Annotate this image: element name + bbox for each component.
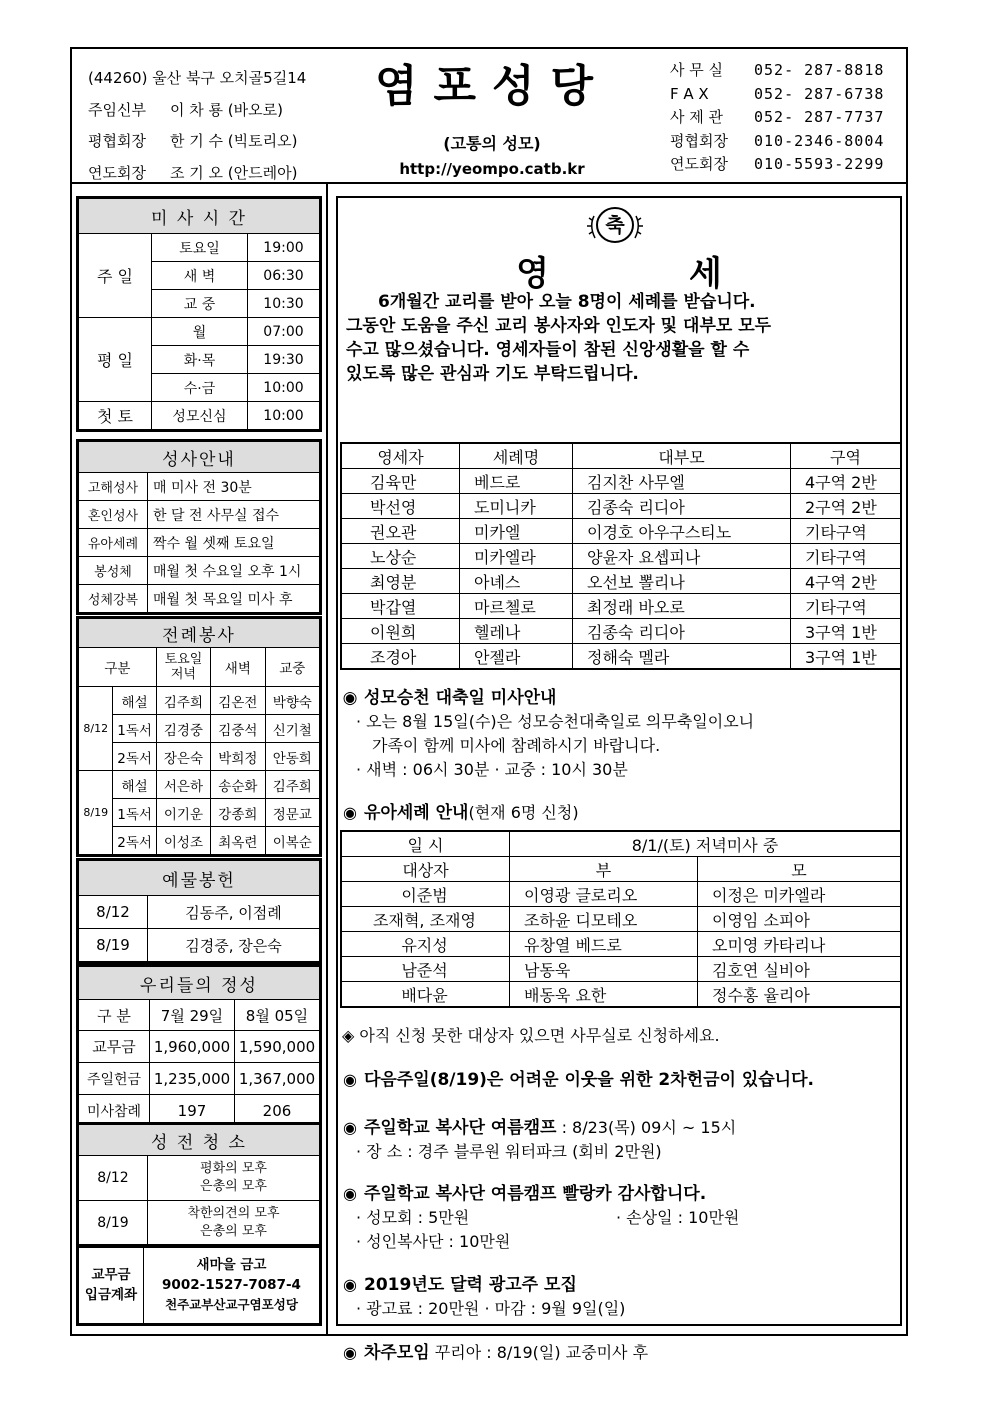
mass-group-first-sat: 첫 토 xyxy=(79,402,152,430)
infant-row xyxy=(341,907,901,932)
baptism-cell: 김육만 xyxy=(341,469,460,494)
contact-council: 평협회장 010-2346-8004 xyxy=(670,131,885,150)
bulletin-page xyxy=(70,47,908,1363)
liturgy-cell: 1독서 xyxy=(113,715,156,743)
liturgy-cell: 1독서 xyxy=(113,799,156,827)
column-divider xyxy=(326,182,328,1336)
baptism-header: 영세자 xyxy=(341,443,460,469)
liturgy-cell: 이복순 xyxy=(265,827,319,855)
liturgy-cell: 해설 xyxy=(113,687,156,715)
sacrament-label: 고해성사 xyxy=(79,473,148,501)
baptism-cell: 이경호 아우구스티노 xyxy=(573,519,791,544)
baptism-cell: 아녜스 xyxy=(460,569,573,594)
person-priest: 주임신부 이 차 룡 (바오로) xyxy=(88,100,283,119)
liturgy-header: 구분 xyxy=(79,648,157,687)
baptism-cell: 이원희 xyxy=(341,619,460,644)
liturgy-table xyxy=(78,618,320,855)
baptism-line: 있도록 많은 관심과 기도 부탁드립니다. xyxy=(346,364,639,384)
account-box xyxy=(76,1244,322,1326)
baptism-row xyxy=(341,469,901,494)
sacrament-value: 매 미사 전 30분 xyxy=(148,473,320,501)
cleaning-table xyxy=(78,1124,320,1246)
person-council: 평협회장 한 기 수 (빅토리오) xyxy=(88,132,298,150)
infant-cell: 남준석 xyxy=(341,957,510,982)
infant-row xyxy=(341,982,901,1008)
cleaning-groups xyxy=(148,1201,320,1246)
cleaning-group: 착한의견의 모후 xyxy=(187,1206,280,1221)
sacrament-value: 짝수 월 셋째 토요일 xyxy=(148,529,320,557)
infant-cell: 조하윤 디모테오 xyxy=(510,907,698,932)
mass-cell: 10:00 xyxy=(247,374,319,402)
sacrament-value: 매월 첫 목요일 미사 후 xyxy=(148,585,320,613)
bullet-icon: ◉ xyxy=(342,688,358,708)
baptism-line: 그동안 도움을 주신 교리 봉사자와 인도자 및 대부모 모두 xyxy=(346,316,772,336)
offering-value: 1,235,000 xyxy=(150,1063,235,1095)
baptism-cell: 4구역 2반 xyxy=(791,469,902,494)
infant-heading: ◉ 유아세례 안내(현재 6명 신청) xyxy=(343,803,579,823)
liturgy-cell: 송순화 xyxy=(211,771,265,799)
bullet-icon: ◉ xyxy=(343,1118,357,1137)
account-info xyxy=(144,1247,320,1324)
baptism-cell: 최영분 xyxy=(341,569,460,594)
infant-cell: 남동욱 xyxy=(510,957,698,982)
offering-table xyxy=(78,966,320,1127)
calendar-section: ◉ 2019년도 달력 광고주 모집 · 광고료 : 20만원 · 마감 : 9월 9일(일) xyxy=(342,1273,625,1321)
sacrament-label: 성체강복 xyxy=(79,585,148,613)
liturgy-cell: 서은하 xyxy=(156,771,210,799)
thanks-line: · 성인복사단 : 10만원 xyxy=(356,1232,511,1251)
baptism-line: 6개월간 교리를 받아 오늘 8명이 세례를 받습니다. xyxy=(378,292,756,312)
baptism-row xyxy=(341,494,901,519)
liturgy-cell: 강종희 xyxy=(211,799,265,827)
mass-cell: 10:30 xyxy=(247,290,319,318)
baptism-cell: 2구역 2반 xyxy=(791,494,902,519)
liturgy-cell: 장은숙 xyxy=(156,743,210,771)
offering-label: 교무금 xyxy=(79,1031,150,1063)
liturgy-cell: 신기철 xyxy=(265,715,319,743)
calendar-line: · 광고료 : 20만원 · 마감 : 9월 9일(일) xyxy=(356,1299,626,1318)
baptism-row xyxy=(341,619,901,644)
liturgy-cell: 최옥련 xyxy=(211,827,265,855)
mass-cell: 07:00 xyxy=(247,318,319,346)
offering-value: 1,590,000 xyxy=(235,1031,320,1063)
liturgy-header: 교중 xyxy=(265,648,319,687)
contact-office: 사 무 실 052- 287-8818 xyxy=(670,61,885,79)
mass-group-sunday: 주 일 xyxy=(79,234,152,318)
sacrament-label: 혼인성사 xyxy=(79,501,148,529)
offering-label: 주일헌금 xyxy=(79,1063,150,1095)
parish-title: 염포성당 xyxy=(374,61,609,112)
sacrament-box xyxy=(76,439,322,615)
assumption-line: · 새벽 : 06시 30분 · 교중 : 10시 30분 xyxy=(356,760,628,779)
liturgy-cell: 안동희 xyxy=(265,743,319,771)
sacrament-table xyxy=(78,441,320,613)
offering-header: 7월 29일 xyxy=(150,1000,235,1031)
gift-names: 김경중, 장은숙 xyxy=(148,929,320,962)
parish-url[interactable]: http://yeompo.catb.kr xyxy=(399,160,585,178)
infant-header: 모 xyxy=(698,857,902,882)
liturgy-cell: 정문교 xyxy=(265,799,319,827)
liturgy-cell: 김주희 xyxy=(265,771,319,799)
offering-value: 206 xyxy=(235,1095,320,1127)
baptism-cell: 베드로 xyxy=(460,469,573,494)
baptism-cell: 조경아 xyxy=(341,644,460,670)
contacts xyxy=(670,59,884,177)
baptism-cell: 4구역 2반 xyxy=(791,569,902,594)
gift-date: 8/19 xyxy=(79,929,148,962)
baptism-cell: 정해숙 멜라 xyxy=(573,644,791,670)
thanks-line: · 성모회 : 5만원 · 손상일 : 10만원 xyxy=(356,1208,740,1227)
account-label: 교무금 입금계좌 xyxy=(79,1247,144,1324)
infant-cell: 유지성 xyxy=(341,932,510,957)
infant-cell: 김호연 실비아 xyxy=(698,957,902,982)
baptism-header: 구역 xyxy=(791,443,902,469)
baptism-cell: 김종숙 리디아 xyxy=(573,494,791,519)
mass-cell: 토요일 xyxy=(152,234,248,262)
cleaning-date: 8/12 xyxy=(79,1156,148,1201)
offering-title: 우리들의 정성 xyxy=(79,967,320,1000)
liturgy-cell: 이성조 xyxy=(156,827,210,855)
assumption-line: 가족이 함께 미사에 참례하시기 바랍니다. xyxy=(372,736,661,755)
baptism-row xyxy=(341,544,901,569)
thanks-section: ◉ 주일학교 복사단 여름캠프 빨랑카 감사합니다. · 성모회 : 5만원 · 손상일 : 10만원 · 성인복사단 : 10만원 xyxy=(342,1182,739,1254)
parish-subtitle: (고통의 성모) xyxy=(443,134,541,153)
bullet-icon: ◉ xyxy=(343,1343,357,1362)
offering-header: 구 분 xyxy=(79,1000,150,1031)
mass-cell: 10:00 xyxy=(247,402,319,430)
mass-cell: 화·목 xyxy=(152,346,248,374)
sacrament-label: 유아세례 xyxy=(79,529,148,557)
infant-header: 부 xyxy=(510,857,698,882)
baptism-header: 세례명 xyxy=(460,443,573,469)
infant-cell: 이준범 xyxy=(341,882,510,907)
mass-group-weekday: 평 일 xyxy=(79,318,152,402)
cleaning-title: 성 전 청 소 xyxy=(79,1125,320,1156)
baptism-cell: 김종숙 리디아 xyxy=(573,619,791,644)
baptism-cell: 3구역 1반 xyxy=(791,619,902,644)
baptism-cell: 양윤자 요셉피나 xyxy=(573,544,791,569)
liturgy-cell: 김주희 xyxy=(156,687,210,715)
liturgy-cell: 김경중 xyxy=(156,715,210,743)
infant-row xyxy=(341,882,901,907)
liturgy-cell: 김중석 xyxy=(211,715,265,743)
baptism-cell: 박선영 xyxy=(341,494,460,519)
gift-title: 예물봉헌 xyxy=(79,861,320,896)
contact-rectory: 사 제 관 052- 287-7737 xyxy=(670,108,885,127)
baptism-cell: 박갑열 xyxy=(341,594,460,619)
liturgy-title: 전례봉사 xyxy=(79,619,320,648)
sacrament-label: 봉성체 xyxy=(79,557,148,585)
baptism-row xyxy=(341,569,901,594)
infant-cell: 이영임 소피아 xyxy=(698,907,902,932)
sacrament-value: 매월 첫 수요일 오후 1시 xyxy=(148,557,320,585)
account-table xyxy=(78,1246,320,1324)
sacrament-title: 성사안내 xyxy=(79,442,320,473)
person-yeondo: 연도회장 조 기 오 (안드레아) xyxy=(88,163,298,182)
infant-cell: 정수홍 율리아 xyxy=(698,982,902,1008)
liturgy-box xyxy=(76,616,322,857)
infant-cell: 오미영 카타리나 xyxy=(698,932,902,957)
baptism-intro xyxy=(346,290,896,386)
assumption-section xyxy=(342,686,754,782)
mass-cell: 새 벽 xyxy=(152,262,248,290)
infant-header: 대상자 xyxy=(341,857,510,882)
baptism-cell: 노상순 xyxy=(341,544,460,569)
infant-cell: 유창열 베드로 xyxy=(510,932,698,957)
bullet-icon: ◉ xyxy=(343,1070,357,1089)
bullet-icon: ◉ xyxy=(343,1184,357,1203)
camp-place: · 장 소 : 경주 블루원 워터파크 (회비 2만원) xyxy=(356,1142,662,1161)
baptism-cell: 도미니카 xyxy=(460,494,573,519)
offering-box xyxy=(76,964,322,1129)
infant-row xyxy=(341,932,901,957)
cleaning-group: 은총의 모후 xyxy=(200,1179,267,1194)
cleaning-group: 평화의 모후 xyxy=(200,1161,267,1176)
offering-value: 197 xyxy=(150,1095,235,1127)
bullet-icon: ◉ xyxy=(343,1275,357,1294)
baptism-cell: 오선보 뽈리나 xyxy=(573,569,791,594)
mass-cell: 성모신심 xyxy=(152,402,248,430)
account-number: 9002-1527-7087-4 xyxy=(162,1277,301,1293)
contact-yeondo: 연도회장 010-5593-2299 xyxy=(670,155,885,174)
camp-section: ◉ 주일학교 복사단 여름캠프 : 8/23(목) 09시 ~ 15시 · 장 소 : 경주 블루원 워터파크 (회비 2만원) xyxy=(342,1116,736,1164)
cleaning-box xyxy=(76,1122,322,1248)
account-holder: 천주교부산교구염포성당 xyxy=(165,1297,298,1312)
infant-cell: 배다윤 xyxy=(341,982,510,1008)
infant-row xyxy=(341,957,901,982)
mass-cell: 월 xyxy=(152,318,248,346)
baptism-cell: 미카엘 xyxy=(460,519,573,544)
offering-label: 미사참례 xyxy=(79,1095,150,1127)
infant-table xyxy=(340,830,902,1008)
infant-date-value: 8/1/(토) 저녁미사 중 xyxy=(510,831,902,857)
baptism-cell: 마르첼로 xyxy=(460,594,573,619)
offering-header: 8월 05일 xyxy=(235,1000,320,1031)
baptism-cell: 최정래 바오로 xyxy=(573,594,791,619)
offering-value: 1,960,000 xyxy=(150,1031,235,1063)
baptism-cell: 기타구역 xyxy=(791,544,902,569)
baptism-table xyxy=(340,442,902,670)
offering-value: 1,367,000 xyxy=(235,1063,320,1095)
mass-cell: 교 중 xyxy=(152,290,248,318)
chaju-section: ◉ 차주모임 꾸리아 : 8/19(일) 교중미사 후 xyxy=(343,1343,649,1363)
mass-times-box xyxy=(76,196,322,432)
header xyxy=(72,49,906,184)
mass-cell: 06:30 xyxy=(247,262,319,290)
bullet-icon: ◉ xyxy=(343,803,357,822)
infant-cell: 조재혁, 조재영 xyxy=(341,907,510,932)
liturgy-cell: 박향숙 xyxy=(265,687,319,715)
liturgy-cell: 2독서 xyxy=(113,743,156,771)
assumption-line: · 오는 8월 15일(수)은 성모승천대축일로 의무축일이오니 xyxy=(356,712,755,731)
infant-date-label: 일 시 xyxy=(341,831,510,857)
mass-times-table xyxy=(78,198,320,430)
sacrament-value: 한 달 전 사무실 접수 xyxy=(148,501,320,529)
mass-cell: 19:30 xyxy=(247,346,319,374)
liturgy-header: 토요일 저녁 xyxy=(156,648,210,687)
baptism-title: 영 세 xyxy=(516,254,722,294)
celebration-emblem-icon xyxy=(586,202,644,248)
liturgy-date: 8/19 xyxy=(79,771,113,855)
liturgy-cell: 이기운 xyxy=(156,799,210,827)
baptism-header: 대부모 xyxy=(573,443,791,469)
gift-names: 김동주, 이점례 xyxy=(148,896,320,929)
baptism-cell: 헬레나 xyxy=(460,619,573,644)
gift-box xyxy=(76,858,322,964)
baptism-cell: 기타구역 xyxy=(791,594,902,619)
liturgy-date: 8/12 xyxy=(79,687,113,771)
baptism-cell: 안젤라 xyxy=(460,644,573,670)
baptism-cell: 권오관 xyxy=(341,519,460,544)
contact-fax: F A X 052- 287-6738 xyxy=(670,84,885,103)
right-content xyxy=(336,196,902,1363)
cleaning-groups xyxy=(148,1156,320,1201)
mass-times-title: 미 사 시 간 xyxy=(79,199,320,234)
infant-footnote: ◈ 아직 신청 못한 대상자 있으면 사무실로 신청하세요. xyxy=(342,1026,720,1045)
baptism-row xyxy=(341,519,901,544)
gift-table xyxy=(78,860,320,962)
liturgy-cell: 박희정 xyxy=(211,743,265,771)
assumption-heading: ◉ 성모승천 대축일 미사안내 xyxy=(342,688,557,708)
address: (44260) 울산 북구 오치골5길14 xyxy=(88,69,307,87)
liturgy-cell: 2독서 xyxy=(113,827,156,855)
baptism-row xyxy=(341,644,901,670)
header-info xyxy=(88,63,306,189)
collection-section: ◉ 다음주일(8/19)은 어려운 이웃을 위한 2차헌금이 있습니다. xyxy=(343,1070,814,1090)
baptism-row xyxy=(341,594,901,619)
mass-cell: 19:00 xyxy=(247,234,319,262)
baptism-cell: 김지찬 사무엘 xyxy=(573,469,791,494)
baptism-line: 수고 많으셨습니다. 영세자들이 참된 신앙생활을 할 수 xyxy=(346,340,750,360)
baptism-cell: 미카엘라 xyxy=(460,544,573,569)
infant-cell: 이영광 글로리오 xyxy=(510,882,698,907)
liturgy-cell: 김온전 xyxy=(211,687,265,715)
account-bank: 새마을 금고 xyxy=(196,1257,267,1273)
cleaning-group: 은총의 모후 xyxy=(200,1224,267,1239)
header-title-block xyxy=(372,55,612,178)
infant-cell: 이정은 미카엘라 xyxy=(698,882,902,907)
baptism-cell: 3구역 1반 xyxy=(791,644,902,670)
infant-cell: 배동욱 요한 xyxy=(510,982,698,1008)
liturgy-cell: 해설 xyxy=(113,771,156,799)
cleaning-date: 8/19 xyxy=(79,1201,148,1246)
liturgy-header: 새벽 xyxy=(211,648,265,687)
baptism-cell: 기타구역 xyxy=(791,519,902,544)
mass-cell: 수·금 xyxy=(152,374,248,402)
gift-date: 8/12 xyxy=(79,896,148,929)
celebration-badge-text: 축 xyxy=(605,213,625,237)
